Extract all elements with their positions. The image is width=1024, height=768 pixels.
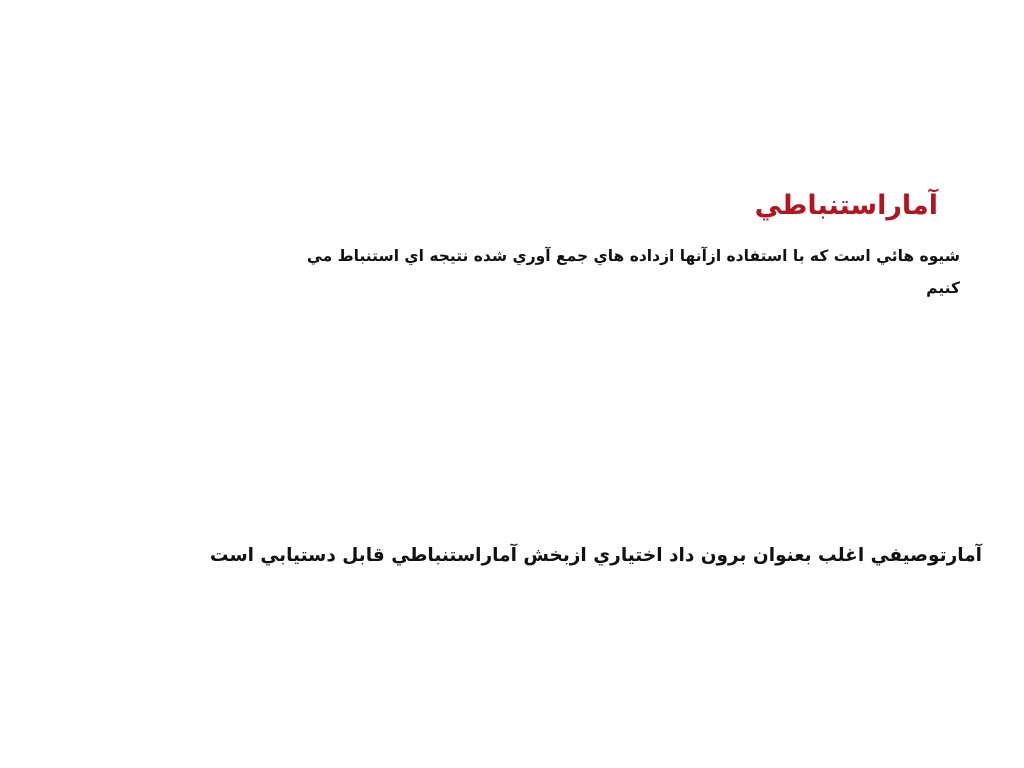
note-paragraph: آمارتوصيفي اغلب بعنوان برون داد اختياري ازبخش آماراستنباطي قابل دستيابي است xyxy=(209,545,982,566)
definition-paragraph xyxy=(300,240,960,304)
definition-line-1: شيوه هائي است كه با استفاده ازآنها ازداده هاي جمع آوري شده نتيجه اي استنباط مي xyxy=(306,247,960,265)
definition-line-2: كنيم xyxy=(926,279,960,297)
slide-title: آماراستنباطي xyxy=(754,190,938,221)
